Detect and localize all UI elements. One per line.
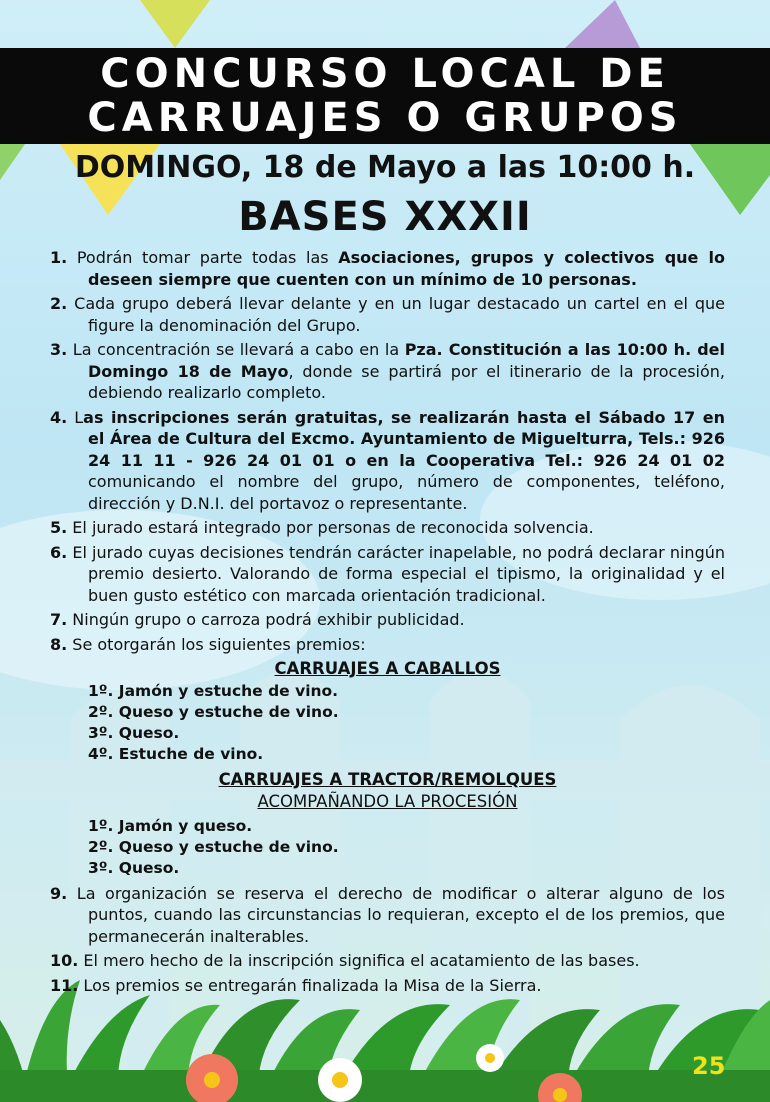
rule-number: 9. (50, 883, 68, 903)
rule-text: El jurado cuyas decisiones tendrán carácter inapelable, no podrá declarar ningún premio desierto. Valorando de forma especial el tipismo, la originalidad y el buen gusto estético con marcada orientación tradicional. (67, 542, 725, 605)
rule-4 (50, 407, 725, 515)
rule-6 (50, 542, 725, 607)
rule-number: 7. (50, 610, 68, 629)
bunting-flag (140, 0, 210, 48)
rule-number: 11. (50, 975, 79, 995)
rule-text: Ningún grupo o carroza podrá exhibir publicidad. (67, 610, 465, 629)
rule-text: La organización se reserva el derecho de modificar o alterar alguno de los puntos, cuando las circunstancias lo requieran, excepto el de los premios, que permanecerán inalterables. (67, 883, 725, 946)
rule-text-bold: Asociaciones, grupos y colectivos que lo deseen siempre que cuenten con un mínimo de 10 personas. (88, 248, 725, 289)
prize-item: 3º. Queso. (88, 858, 180, 877)
rule-number: 2. (50, 294, 68, 313)
rule-text: Podrán tomar parte todas las (67, 248, 339, 267)
rule-number: 10. (50, 951, 79, 970)
rule-text-bold: Pza. Constitución a las 10:00 h. del Domingo 18 de Mayo (88, 340, 725, 381)
rule-text: L (67, 407, 84, 427)
rule-2 (50, 293, 725, 336)
prize-item: 4º. Estuche de vino. (88, 744, 264, 763)
prize-section-subheading: ACOMPAÑANDO LA PROCESIÓN (257, 792, 518, 811)
title-banner (0, 48, 770, 144)
flower (476, 1044, 504, 1072)
rule-9 (50, 883, 725, 948)
rule-number: 8. (50, 634, 68, 654)
flower (318, 1058, 362, 1102)
prize-section-heading: CARRUAJES A CABALLOS (274, 659, 501, 678)
prize-section-heading: CARRUAJES A TRACTOR/REMOLQUES (218, 769, 557, 789)
prize-item: 3º. Queso. (88, 723, 180, 742)
rule-text: Se otorgarán los siguientes premios: (67, 634, 366, 654)
bases-heading: BASES XXXII (238, 194, 532, 240)
bunting-flag (565, 0, 640, 48)
title-line-1: CONCURSO LOCAL DE (100, 51, 670, 97)
rules-list (50, 247, 725, 999)
rule-number: 1. (50, 248, 68, 267)
rule-number: 6. (50, 542, 68, 562)
rule-11 (50, 975, 725, 997)
prize-item: 2º. Queso y estuche de vino. (88, 837, 339, 856)
prize-item: 2º. Queso y estuche de vino. (88, 702, 339, 721)
rule-7 (50, 609, 725, 631)
rule-text: Cada grupo deberá llevar delante y en un lugar destacado un cartel en el que figure la denominación del Grupo. (67, 294, 725, 335)
prize-item: 1º. Jamón y queso. (88, 816, 253, 835)
rule-number: 3. (50, 340, 68, 359)
rule-8 (50, 634, 725, 656)
rule-text: El jurado estará integrado por personas de reconocida solvencia. (67, 518, 594, 537)
title-line-2: CARRUAJES O GRUPOS (87, 95, 683, 141)
rule-10 (50, 950, 725, 972)
rule-text: comunicando el nombre del grupo, número de componentes, teléfono, dirección y D.N.I. del portavoz o representante. (88, 472, 725, 513)
rule-text: , donde se partirá por el itinerario de la procesión, debiendo realizarlo completo. (88, 361, 725, 402)
rule-text: Los premios se entregarán finalizada la Misa de la Sierra. (78, 975, 542, 995)
rule-text: El mero hecho de la inscripción significa el acatamiento de las bases. (78, 951, 640, 970)
prize-item: 1º. Jamón y estuche de vino. (88, 681, 339, 700)
rule-text-bold: as inscripciones serán gratuitas, se realizarán hasta el Sábado 17 en el Área de Cultura del Excmo. Ayuntamiento de Miguelturra, Tels.: 926 24 11 11 - 926 24 01 01 o en la Cooperativa Tel.: 926 24 01 02 (83, 407, 725, 470)
page-number: 25 (692, 1052, 726, 1080)
prize-list-caballos (50, 681, 725, 765)
rule-number: 4. (50, 407, 68, 427)
rule-number: 5. (50, 518, 68, 537)
rule-1 (50, 247, 725, 290)
rule-3 (50, 339, 725, 404)
event-date: DOMINGO, 18 de Mayo a las 10:00 h. (74, 150, 696, 185)
prize-list-tractor (50, 816, 725, 879)
rule-text: La concentración se llevará a cabo en la (67, 340, 405, 359)
rule-5 (50, 517, 725, 539)
